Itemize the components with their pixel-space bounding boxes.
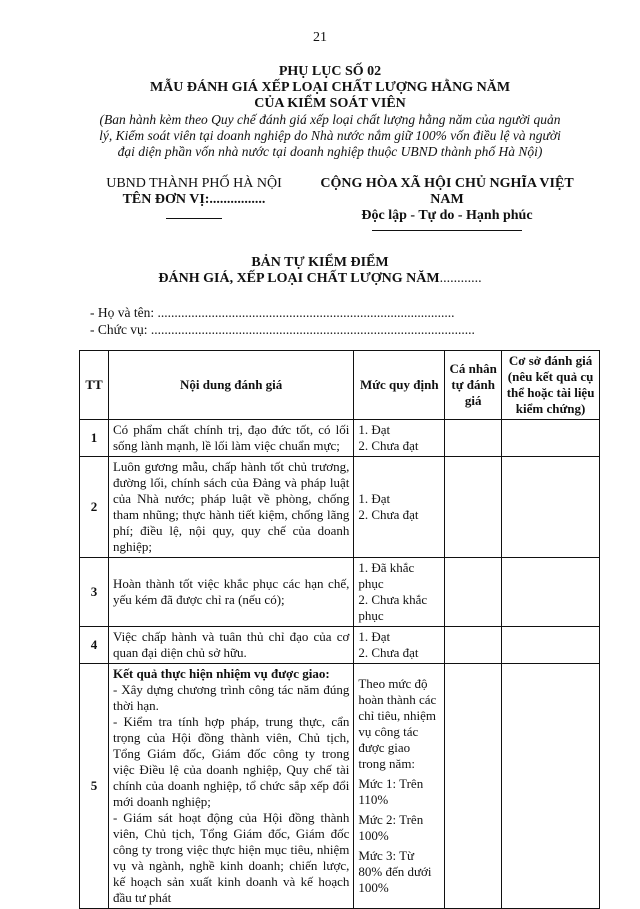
header-basis (502, 351, 600, 420)
row-levels (354, 627, 445, 664)
level-option: Mức 3: Từ 80% đến dưới 100% (358, 848, 432, 895)
row-content-item: - Giám sát hoạt động của Hội đồng thành viên, Chủ tịch, Tổng Giám đốc, Giám đốc công ty trong việc thực hiện mục tiêu, nhiệm vụ và ngành, nghề kinh doanh; chiến lược, kế hoạch sản xuất kinh doanh và kế hoạch đầu tư phát (112, 810, 350, 905)
row-content (108, 664, 353, 909)
appendix-heading (60, 64, 600, 160)
page-number: 21 (313, 30, 327, 45)
header-basis-line3: thể hoặc tài liệu (506, 385, 595, 400)
table-row (80, 558, 600, 627)
appendix-note-line1: (Ban hành kèm theo Quy chế đánh giá xếp loại chất lượng hằng năm của người quản (99, 112, 561, 127)
level-option: 2. Chưa đạt (358, 438, 419, 453)
table-header-row (80, 351, 600, 420)
row-content-item: - Kiểm tra tính hợp pháp, trung thực, cẩn trọng của Hội đồng thành viên, Chủ tịch, Tổng Giám đốc, Giám đốc công ty trong việc Điều lệ của doanh nghiệp, Quy chế tài chính của doanh nghiệp, tổ chức sắp xếp đổi mới doanh nghiệp; (112, 714, 350, 809)
level-option: Mức 2: Trên 100% (358, 812, 424, 843)
unit-name: TÊN ĐƠN VỊ:................ (122, 192, 266, 207)
header-content: Nội dung đánh giá (108, 351, 353, 420)
appendix-number: PHỤ LỤC SỐ 02 (278, 64, 382, 79)
header-self-line2: tự đánh (451, 377, 495, 392)
header-self-line1: Cá nhân (449, 361, 497, 376)
row-content: Việc chấp hành và tuân thủ chỉ đạo của cơ quan đại diện chủ sở hữu. (108, 627, 353, 664)
evaluation-table (79, 350, 600, 909)
row-levels (354, 664, 445, 909)
appendix-title: MẪU ĐÁNH GIÁ XẾP LOẠI CHẤT LƯỢNG HẰNG NĂM (149, 80, 511, 95)
row-content-item: - Xây dựng chương trình công tác năm đúng thời hạn. (112, 682, 350, 713)
level-option: 1. Đạt (358, 629, 391, 644)
national-header (312, 176, 582, 231)
document-title-year-blank: ............ (439, 271, 482, 286)
document-title-line2 (0, 271, 640, 287)
table-row (80, 457, 600, 558)
appendix-note-line2: lý, Kiểm soát viên tại doanh nghiệp do Nhà nước nắm giữ 100% vốn điều lệ và người (99, 128, 561, 143)
position-field[interactable]: - Chức vụ: ................................................................................................ (90, 322, 475, 337)
row-levels (354, 457, 445, 558)
self-evaluation-cell[interactable] (445, 420, 502, 457)
row-number: 5 (80, 664, 109, 909)
basis-cell[interactable] (502, 457, 600, 558)
row-levels (354, 420, 445, 457)
self-evaluation-cell[interactable] (445, 664, 502, 909)
organization-header (84, 176, 304, 219)
national-name-line1: CỘNG HÒA XÃ HỘI CHỦ NGHĨA VIỆT (320, 176, 574, 191)
organization-divider (166, 218, 222, 219)
table-row (80, 664, 600, 909)
header-basis-line4: kiểm chứng) (515, 401, 586, 416)
row-content: Có phẩm chất chính trị, đạo đức tốt, có lối sống lành mạnh, lề lối làm việc chuẩn mực; (108, 420, 353, 457)
basis-cell[interactable] (502, 664, 600, 909)
row-number: 4 (80, 627, 109, 664)
basis-cell[interactable] (502, 558, 600, 627)
row-number: 3 (80, 558, 109, 627)
row-content: Hoàn thành tốt việc khắc phục các hạn chế, yếu kém đã được chỉ ra (nếu có); (108, 558, 353, 627)
row-number: 2 (80, 457, 109, 558)
row-number: 1 (80, 420, 109, 457)
level-option: Mức 1: Trên 110% (358, 776, 424, 807)
national-motto: Độc lập - Tự do - Hạnh phúc (361, 208, 533, 223)
row-levels (354, 558, 445, 627)
self-evaluation-cell[interactable] (445, 457, 502, 558)
table-row (80, 627, 600, 664)
row-content: Luôn gương mẫu, chấp hành tốt chủ trương, đường lối, chính sách của Đảng và pháp luật của Nhà nước; pháp luật về phòng, chống tham nhũng; thực hành tiết kiệm, chống lãng phí; điều lệ, nội quy, quy chế của doanh nghiệp; (108, 457, 353, 558)
header-tt: TT (80, 351, 109, 420)
level-option: 2. Chưa đạt (358, 645, 419, 660)
level-option: 1. Đạt (358, 422, 391, 437)
document-title-line1: BẢN TỰ KIỂM ĐIỂM (251, 255, 389, 270)
level-option: 2. Chưa khắc phục (358, 592, 428, 623)
row-content-heading: Kết quả thực hiện nhiệm vụ được giao: (112, 666, 330, 681)
organization-name: UBND THÀNH PHỐ HÀ NỘI (106, 176, 282, 191)
level-option: 2. Chưa đạt (358, 507, 419, 522)
document-title (0, 255, 640, 287)
header-self-line3: giá (464, 393, 482, 408)
basis-cell[interactable] (502, 627, 600, 664)
header-self-evaluation (445, 351, 502, 420)
appendix-note (60, 112, 600, 160)
level-option: 1. Đã khắc phục (358, 560, 415, 591)
header-level: Mức quy định (354, 351, 445, 420)
document-title-year-label: ĐÁNH GIÁ, XẾP LOẠI CHẤT LƯỢNG NĂM (158, 271, 440, 286)
self-evaluation-cell[interactable] (445, 627, 502, 664)
national-name-line2: NAM (430, 192, 464, 207)
self-evaluation-cell[interactable] (445, 558, 502, 627)
table-row (80, 420, 600, 457)
appendix-note-line3: đại diện phần vốn nhà nước tại doanh nghiệp thuộc UBND thành phố Hà Nội) (117, 144, 543, 159)
national-divider (372, 230, 522, 231)
level-option: 1. Đạt (358, 491, 391, 506)
header-basis-line2: (nêu kết quả cụ (507, 369, 594, 384)
name-field[interactable]: - Họ và tên: ........................................................................................ (90, 305, 455, 320)
personal-fields (90, 304, 475, 338)
header-basis-line1: Cơ sở đánh giá (508, 353, 593, 368)
basis-cell[interactable] (502, 420, 600, 457)
level-description: Theo mức độ hoàn thành các chỉ tiêu, nhiệm vụ công tác được giao trong năm: (358, 676, 437, 771)
appendix-title-line2: CỦA KIỂM SOÁT VIÊN (254, 96, 406, 111)
